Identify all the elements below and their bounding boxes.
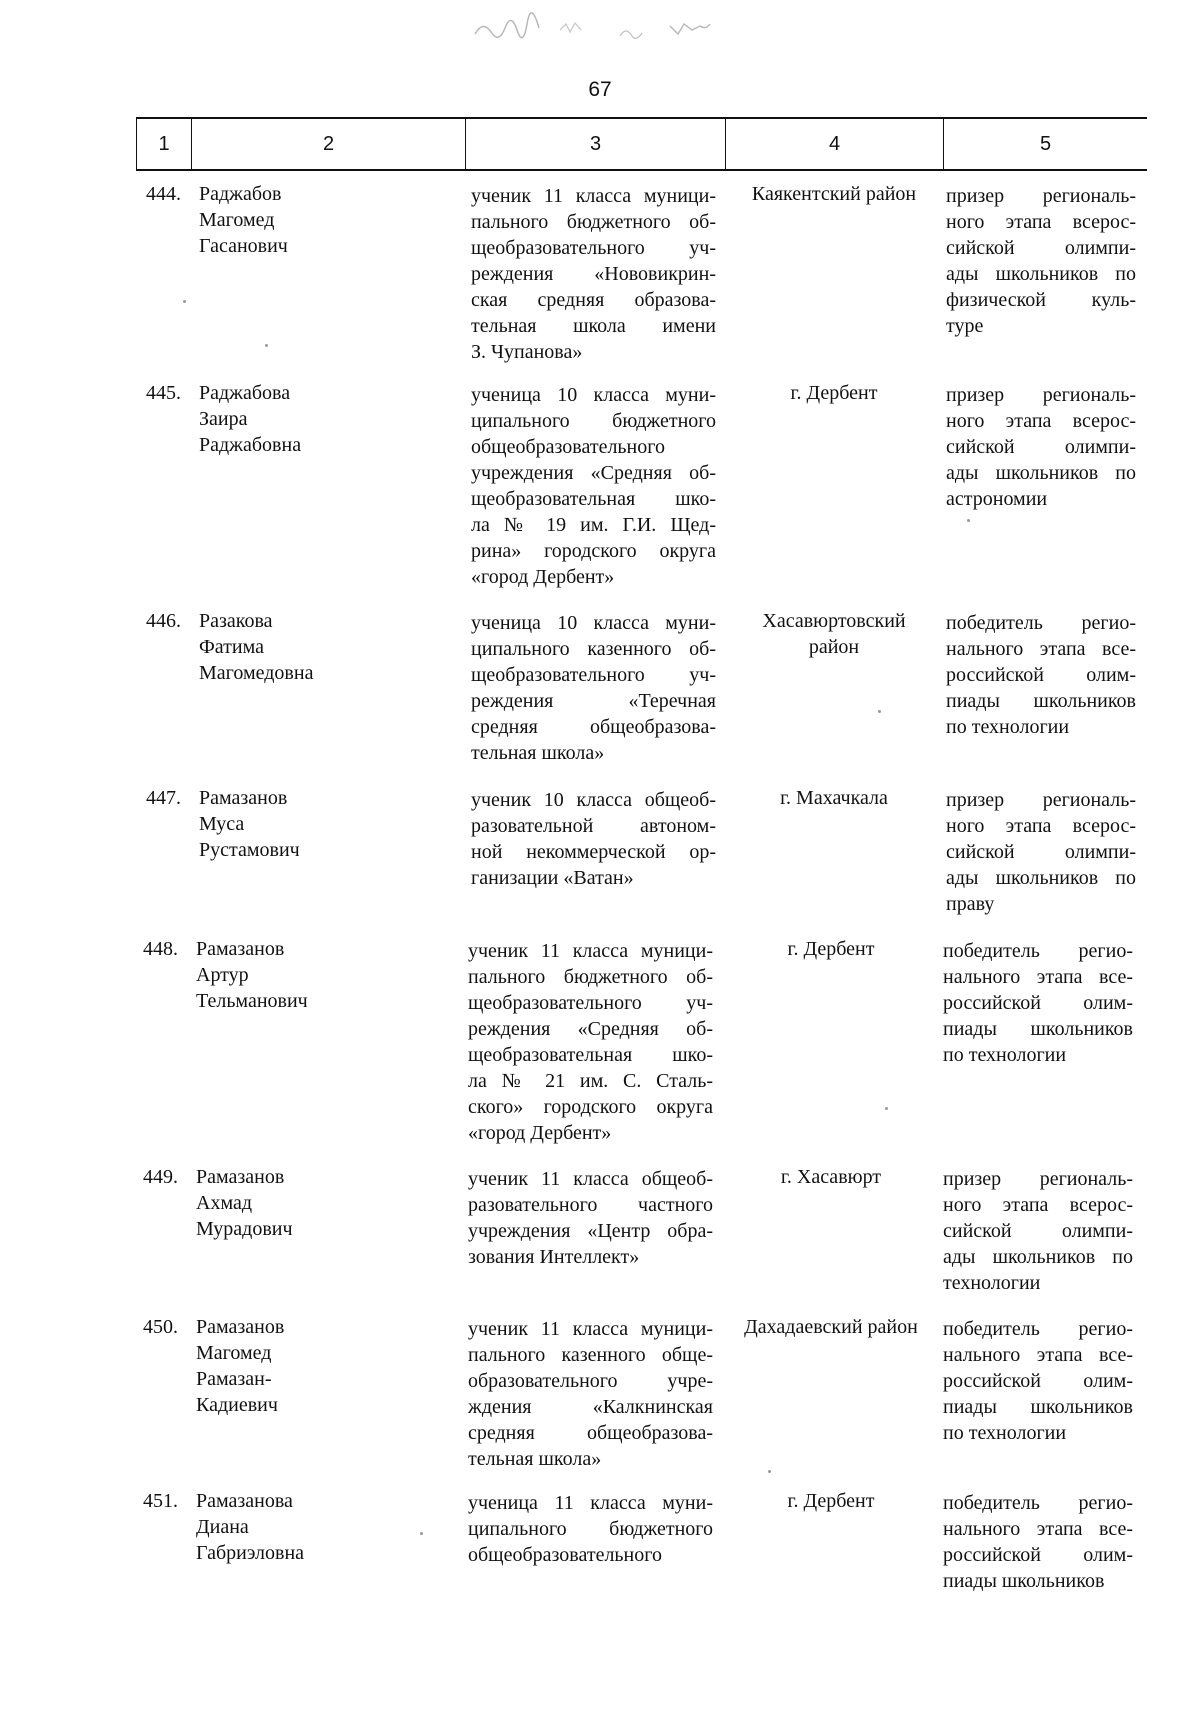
header-col-4: 4 <box>726 119 944 169</box>
person-name <box>196 936 308 1014</box>
school-description <box>471 610 716 766</box>
school-description-line: пального казенного обще- <box>468 1344 713 1366</box>
person-name-line: Муса Рустамович <box>199 813 300 861</box>
school-description-line: тельная школа» <box>471 742 605 764</box>
school-description-line: пального бюджетного об- <box>471 211 716 233</box>
header-col-2: 2 <box>192 119 466 169</box>
olympiad-award-line: ады школьников по <box>946 263 1136 285</box>
region-line: г. Хасавюрт <box>780 1166 882 1188</box>
olympiad-award-line: сийской олимпи- <box>946 841 1136 863</box>
school-description-line: ципального бюджетного <box>471 410 716 432</box>
school-description <box>471 787 716 891</box>
region <box>728 936 934 962</box>
person-name-line: Рамазанов <box>196 1316 285 1338</box>
olympiad-award-line: ады школьников по <box>943 1246 1133 1268</box>
school-description <box>471 382 716 590</box>
school-description-line: учреждения «Центр обра- <box>468 1220 713 1242</box>
person-name <box>196 1488 304 1566</box>
olympiad-award-line: сийской олимпи- <box>946 237 1136 259</box>
school-description-line: ская средняя образова- <box>471 289 716 311</box>
olympiad-award-line: по технологии <box>943 1044 1067 1066</box>
person-name <box>199 181 288 259</box>
school-description-line: тельная школа» <box>468 1448 602 1470</box>
region <box>731 608 937 660</box>
school-description-line: учреждения «Средняя об- <box>471 462 716 484</box>
scan-speck <box>265 344 268 347</box>
olympiad-award-line: по технологии <box>946 716 1070 738</box>
scan-speck <box>878 710 881 713</box>
olympiad-award-line: российской олим- <box>943 992 1133 1014</box>
person-name-line: Магомед <box>196 1342 272 1364</box>
region <box>731 181 937 207</box>
school-description-line: ученик 10 класса общеоб- <box>471 789 716 811</box>
person-name-line: Магомед Гасанович <box>199 209 288 257</box>
olympiad-award-line: призер региональ- <box>943 1168 1133 1190</box>
faint-stamp-scribble <box>470 12 730 46</box>
olympiad-award-line: победитель регио- <box>943 940 1133 962</box>
region-line: г. Дербент <box>787 938 875 960</box>
school-description-line: реждения «Средняя об- <box>468 1018 713 1040</box>
region <box>731 380 937 406</box>
olympiad-award-line: сийской олимпи- <box>943 1220 1133 1242</box>
person-name-line: Раджабова <box>199 382 291 404</box>
person-name-line: Заира Раджабовна <box>199 408 302 456</box>
school-description-line: щеобразовательного уч- <box>471 664 716 686</box>
scan-speck <box>420 1532 423 1535</box>
region <box>731 785 937 811</box>
person-name-line: Разакова <box>199 610 273 632</box>
school-description-line: «город Дербент» <box>468 1122 612 1144</box>
row-number: 446. <box>146 610 181 632</box>
olympiad-award-line: праву <box>946 893 995 915</box>
row-number: 451. <box>143 1490 178 1512</box>
table-header-row <box>136 117 1147 171</box>
olympiad-award-line: нального этапа все- <box>943 1518 1133 1540</box>
olympiad-award-line: ного этапа всерос- <box>946 410 1136 432</box>
person-name <box>196 1314 284 1418</box>
school-description-line: щеобразовательного уч- <box>471 237 716 259</box>
olympiad-award-line: ного этапа всерос- <box>946 211 1136 233</box>
olympiad-award-line: победитель регио- <box>946 612 1136 634</box>
olympiad-award-line: призер региональ- <box>946 789 1136 811</box>
row-number: 445. <box>146 382 181 404</box>
olympiad-award <box>946 183 1136 339</box>
school-description-line: рина» городского округа <box>471 540 716 562</box>
olympiad-award-line: пиады школьников <box>946 690 1136 712</box>
school-description-line: ждения «Калкнинская <box>468 1396 713 1418</box>
olympiad-award <box>946 610 1136 740</box>
school-description-line: разовательной автоном- <box>471 815 716 837</box>
olympiad-award-line: нального этапа все- <box>946 638 1136 660</box>
olympiad-award-line: ного этапа всерос- <box>943 1194 1133 1216</box>
person-name-line: Рамазанов <box>196 1166 285 1188</box>
school-description-line: ученица 11 класса муни- <box>468 1492 713 1514</box>
school-description-line: щеобразовательная шко- <box>468 1044 713 1066</box>
school-description-line: ла № 19 им. Г.И. Щед- <box>471 514 716 536</box>
region-line: г. Махачкала <box>780 787 888 809</box>
header-col-3: 3 <box>466 119 726 169</box>
person-name-line: Диана Габриэловна <box>196 1516 305 1564</box>
olympiad-award <box>946 382 1136 512</box>
school-description <box>468 938 713 1146</box>
school-description-line: тельная школа имени <box>471 315 716 337</box>
school-description-line: реждения «Нововикрин- <box>471 263 716 285</box>
scan-speck <box>967 519 970 522</box>
row-number: 450. <box>143 1316 178 1338</box>
olympiad-award-line: российской олим- <box>946 664 1136 686</box>
person-name-line: Рамазанова <box>196 1490 293 1512</box>
school-description-line: ученик 11 класса муници- <box>468 1318 713 1340</box>
olympiad-award-line: пиады школьников <box>943 1396 1133 1418</box>
olympiad-award-line: по технологии <box>943 1422 1067 1444</box>
school-description-line: ученик 11 класса общеоб- <box>468 1168 713 1190</box>
school-description <box>468 1490 713 1568</box>
school-description-line: средняя общеобразова- <box>468 1422 713 1444</box>
person-name-line: Ахмад Мурадович <box>196 1192 293 1240</box>
olympiad-award-line: туре <box>946 315 984 337</box>
olympiad-award <box>943 1166 1133 1296</box>
school-description-line: щеобразовательного уч- <box>468 992 713 1014</box>
document-table <box>136 117 1147 171</box>
region-line: г. Дербент <box>787 1490 875 1512</box>
olympiad-award-line: пиады школьников <box>943 1018 1133 1040</box>
school-description-line: ученица 10 класса муни- <box>471 612 716 634</box>
region-line: г. Дербент <box>790 382 878 404</box>
olympiad-award-line: астрономии <box>946 488 1048 510</box>
header-col-5: 5 <box>1039 132 1052 155</box>
region <box>728 1314 934 1340</box>
school-description-line: ученик 11 класса муници- <box>471 185 716 207</box>
olympiad-award-line: победитель регио- <box>943 1492 1133 1514</box>
row-number: 449. <box>143 1166 178 1188</box>
row-number: 447. <box>146 787 181 809</box>
olympiad-award-line: призер региональ- <box>946 185 1136 207</box>
school-description <box>471 183 716 365</box>
olympiad-award-line: призер региональ- <box>946 384 1136 406</box>
school-description-line: средняя общеобразова- <box>471 716 716 738</box>
row-number: 444. <box>146 183 181 205</box>
person-name-line: Раджабов <box>199 183 282 205</box>
olympiad-award <box>946 787 1136 917</box>
school-description-line: ной некоммерческой ор- <box>471 841 716 863</box>
olympiad-award-line: пиады школьников <box>943 1570 1105 1592</box>
page-number: 67 <box>588 78 612 101</box>
school-description-line: З. Чупанова» <box>471 341 583 363</box>
school-description <box>468 1166 713 1270</box>
person-name <box>196 1164 293 1242</box>
region <box>728 1488 934 1514</box>
school-description-line: зования Интеллект» <box>468 1246 640 1268</box>
region <box>728 1164 934 1190</box>
school-description <box>468 1316 713 1472</box>
olympiad-award-line: физической куль- <box>946 289 1136 311</box>
olympiad-award-line: ады школьников по <box>946 867 1136 889</box>
olympiad-award-line: российской олим- <box>943 1544 1133 1566</box>
olympiad-award-line: нального этапа все- <box>943 966 1133 988</box>
olympiad-award-line: ады школьников по <box>946 462 1136 484</box>
person-name-line: Фатима Магомедовна <box>199 636 314 684</box>
row-number: 448. <box>143 938 178 960</box>
person-name-line: Рамазанов <box>196 938 285 960</box>
school-description-line: общеобразовательного <box>471 436 665 458</box>
scan-speck <box>885 1107 888 1110</box>
person-name <box>199 785 300 863</box>
olympiad-award-line: ного этапа всерос- <box>946 815 1136 837</box>
person-name-line: Рамазан-Кадиевич <box>196 1368 278 1416</box>
school-description-line: ла № 21 им. С. Сталь- <box>468 1070 713 1092</box>
olympiad-award-line: нального этапа все- <box>943 1344 1133 1366</box>
school-description-line: ганизации «Ватан» <box>471 867 634 889</box>
person-name-line: Артур Тельманович <box>196 964 308 1012</box>
school-description-line: общеобразовательного <box>468 1544 662 1566</box>
school-description-line: ученик 11 класса муници- <box>468 940 713 962</box>
school-description-line: ученица 10 класса муни- <box>471 384 716 406</box>
school-description-line: ципального казенного об- <box>471 638 716 660</box>
school-description-line: пального бюджетного об- <box>468 966 713 988</box>
olympiad-award-line: победитель регио- <box>943 1318 1133 1340</box>
olympiad-award <box>943 1490 1133 1594</box>
school-description-line: «город Дербент» <box>471 566 615 588</box>
person-name-line: Рамазанов <box>199 787 288 809</box>
school-description-line: ципального бюджетного <box>468 1518 713 1540</box>
school-description-line: щеобразовательная шко- <box>471 488 716 510</box>
olympiad-award-line: российской олим- <box>943 1370 1133 1392</box>
school-description-line: разовательного частного <box>468 1194 713 1216</box>
school-description-line: реждения «Теречная <box>471 690 716 712</box>
olympiad-award-line: технологии <box>943 1272 1041 1294</box>
olympiad-award-line: сийской олимпи- <box>946 436 1136 458</box>
region-line: район <box>808 636 860 658</box>
region-line: Дахадаевский район <box>744 1316 918 1338</box>
olympiad-award <box>943 1316 1133 1446</box>
person-name <box>199 380 301 458</box>
header-col-1: 1 <box>136 119 192 169</box>
school-description-line: образовательного учре- <box>468 1370 713 1392</box>
school-description-line: ского» городского округа <box>468 1096 713 1118</box>
region-line: Каякентский район <box>751 183 917 205</box>
person-name <box>199 608 313 686</box>
scan-speck <box>768 1470 771 1473</box>
olympiad-award <box>943 938 1133 1068</box>
scan-speck <box>183 300 186 303</box>
region-line: Хасавюртовский <box>762 610 906 632</box>
